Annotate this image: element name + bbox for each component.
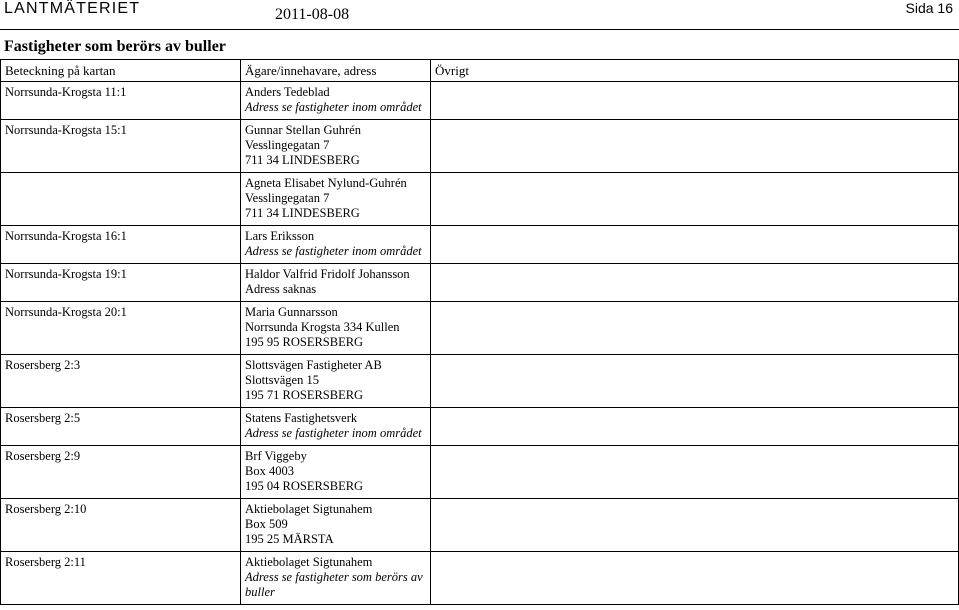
brand-name: LANTMÄTERIET — [4, 0, 141, 17]
table-row — [1, 355, 959, 408]
owner-name: Slottsvägen Fastigheter AB — [245, 358, 382, 372]
owner-address-note: Adress saknas — [245, 282, 317, 296]
owner-name: Aktiebolaget Sigtunahem — [245, 502, 373, 516]
owner-postal: 711 34 LINDESBERG — [245, 206, 360, 220]
table-row — [1, 552, 959, 605]
other-cell — [431, 173, 959, 226]
owner-cell — [241, 120, 431, 173]
owner-name: Aktiebolaget Sigtunahem — [245, 555, 373, 569]
other-cell — [431, 446, 959, 499]
table-row — [1, 226, 959, 264]
document-date: 2011-08-08 — [275, 6, 350, 23]
page-header — [0, 0, 959, 30]
owner-address-note: Adress se fastigheter inom området — [245, 100, 422, 114]
owner-street: Slottsvägen 15 — [245, 373, 319, 387]
table-header-row — [1, 60, 959, 82]
owner-postal: 195 71 ROSERSBERG — [245, 388, 364, 402]
owner-name: Brf Viggeby — [245, 449, 307, 463]
owner-postal: 195 25 MÄRSTA — [245, 532, 334, 546]
designation-cell: Norrsunda-Krogsta 16:1 — [1, 226, 241, 264]
owner-cell — [241, 355, 431, 408]
owner-cell — [241, 264, 431, 302]
table-row — [1, 408, 959, 446]
table-row — [1, 173, 959, 226]
owner-address-note: Adress se fastigheter inom området — [245, 426, 422, 440]
designation-cell: Rosersberg 2:5 — [1, 408, 241, 446]
designation-cell: Rosersberg 2:9 — [1, 446, 241, 499]
table-row — [1, 302, 959, 355]
owner-address-note: Adress se fastigheter inom området — [245, 244, 422, 258]
designation-cell: Norrsunda-Krogsta 20:1 — [1, 302, 241, 355]
owner-cell — [241, 552, 431, 605]
other-cell — [431, 355, 959, 408]
owner-address-note: Adress se fastigheter som berörs av buller — [245, 570, 423, 599]
other-cell — [431, 226, 959, 264]
owner-name: Statens Fastighetsverk — [245, 411, 358, 425]
table-row — [1, 446, 959, 499]
column-header-designation: Beteckning på kartan — [1, 60, 241, 82]
table-row — [1, 264, 959, 302]
owner-name: Gunnar Stellan Guhrén — [245, 123, 361, 137]
section-title: Fastigheter som berörs av buller — [4, 38, 226, 55]
owner-street: Vesslingegatan 7 — [245, 138, 330, 152]
other-cell — [431, 408, 959, 446]
owner-name: Maria Gunnarsson — [245, 305, 338, 319]
other-cell — [431, 552, 959, 605]
owner-postal: 711 34 LINDESBERG — [245, 153, 360, 167]
column-header-other: Övrigt — [431, 60, 959, 82]
owner-cell — [241, 302, 431, 355]
owner-cell — [241, 82, 431, 120]
owner-cell — [241, 173, 431, 226]
other-cell — [431, 302, 959, 355]
owner-name: Haldor Valfrid Fridolf Johansson — [245, 267, 410, 281]
designation-cell: Rosersberg 2:3 — [1, 355, 241, 408]
owner-name: Lars Eriksson — [245, 229, 315, 243]
owner-postal: 195 04 ROSERSBERG — [245, 479, 364, 493]
owner-cell — [241, 446, 431, 499]
designation-cell: Rosersberg 2:11 — [1, 552, 241, 605]
page-number: Sida 16 — [905, 0, 953, 16]
owner-street: Box 509 — [245, 517, 288, 531]
owner-cell — [241, 499, 431, 552]
owner-name: Anders Tedeblad — [245, 85, 330, 99]
designation-cell: Rosersberg 2:10 — [1, 499, 241, 552]
designation-cell — [1, 173, 241, 226]
other-cell — [431, 82, 959, 120]
property-table — [0, 59, 959, 605]
owner-cell — [241, 408, 431, 446]
other-cell — [431, 264, 959, 302]
table-row — [1, 82, 959, 120]
other-cell — [431, 499, 959, 552]
owner-street: Box 4003 — [245, 464, 294, 478]
designation-cell: Norrsunda-Krogsta 19:1 — [1, 264, 241, 302]
header-divider — [0, 29, 959, 30]
owner-postal: 195 95 ROSERSBERG — [245, 335, 364, 349]
table-row — [1, 499, 959, 552]
column-header-owner: Ägare/innehavare, adress — [241, 60, 431, 82]
designation-cell: Norrsunda-Krogsta 11:1 — [1, 82, 241, 120]
owner-cell — [241, 226, 431, 264]
other-cell — [431, 120, 959, 173]
designation-cell: Norrsunda-Krogsta 15:1 — [1, 120, 241, 173]
owner-street: Norrsunda Krogsta 334 Kullen — [245, 320, 400, 334]
owner-street: Vesslingegatan 7 — [245, 191, 330, 205]
table-row — [1, 120, 959, 173]
owner-name: Agneta Elisabet Nylund-Guhrén — [245, 176, 407, 190]
